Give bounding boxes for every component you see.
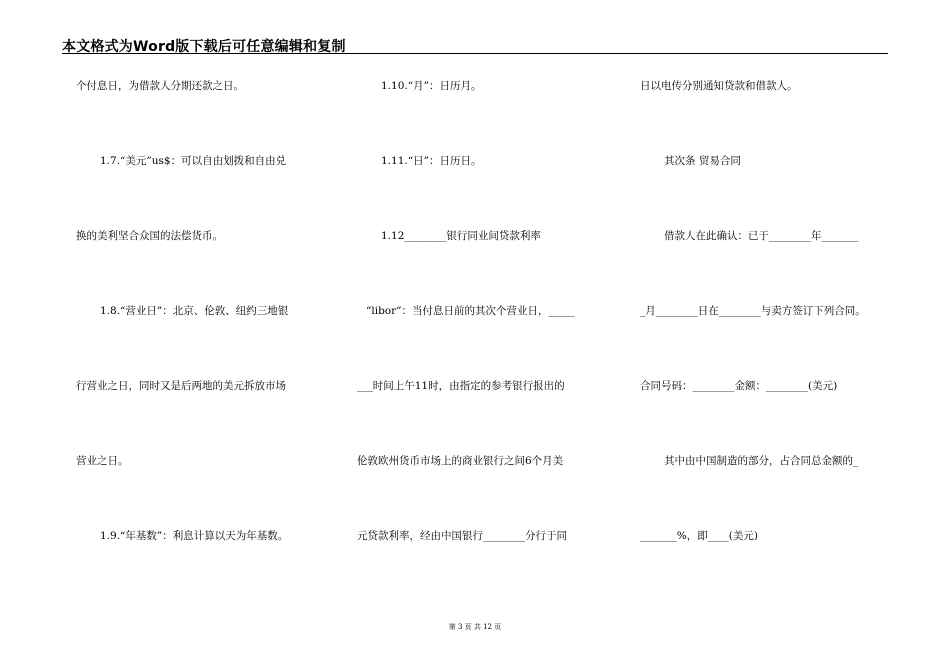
col1-line-3: 换的美利坚合众国的法偿货币。 xyxy=(76,230,223,242)
col1-line-4: 1.8.“营业日”：北京、伦敦、纽约三地银 xyxy=(100,305,289,317)
col2-line-7: 元贷款利率，经由中国银行________分行于同 xyxy=(357,530,567,542)
header-rule xyxy=(62,53,888,54)
document-header-title: 本文格式为Word版下载后可任意编辑和复制 xyxy=(62,39,346,55)
col1-line-7: 1.9.“年基数”：利息计算以天为年基数。 xyxy=(100,530,289,542)
col3-line-7: _______%，即____(美元) xyxy=(640,530,758,542)
col2-line-3: 1.12________银行同业间贷款利率 xyxy=(381,230,541,242)
col2-line-4: “libor”：当付息日前的其次个营业日，_____ xyxy=(366,305,575,317)
col1-line-1: 个付息日，为借款人分期还款之日。 xyxy=(76,80,244,92)
col2-line-5: ___时间上午11时，由指定的参考银行报出的 xyxy=(357,380,565,392)
col1-line-5: 行营业之日，同时又是后两地的美元拆放市场 xyxy=(76,380,286,392)
col3-line-5: 合同号码：________金额：________(美元) xyxy=(640,380,838,392)
col3-line-4: _月________日在________与卖方签订下列合同。 xyxy=(640,305,866,317)
col3-line-1: 日以电传分别通知贷款和借款人。 xyxy=(640,80,798,92)
col3-line-3: 借款人在此确认：已于________年_______ xyxy=(664,230,859,242)
col2-line-2: 1.11.“日”：日历日。 xyxy=(381,155,482,167)
page-number-footer: 第 3 页 共 12 页 xyxy=(448,623,502,631)
col3-line-6: 其中由中国制造的部分，占合同总金额的_ xyxy=(664,455,859,467)
col1-line-6: 营业之日。 xyxy=(76,455,129,467)
col3-line-2: 其次条 贸易合同 xyxy=(664,155,741,167)
col1-line-2: 1.7.“美元”us$：可以自由划拨和自由兑 xyxy=(100,155,287,167)
col2-line-1: 1.10.“月”：日历月。 xyxy=(381,80,482,92)
col2-line-6: 伦敦欧州货币市场上的商业银行之间6个月美 xyxy=(357,455,564,467)
